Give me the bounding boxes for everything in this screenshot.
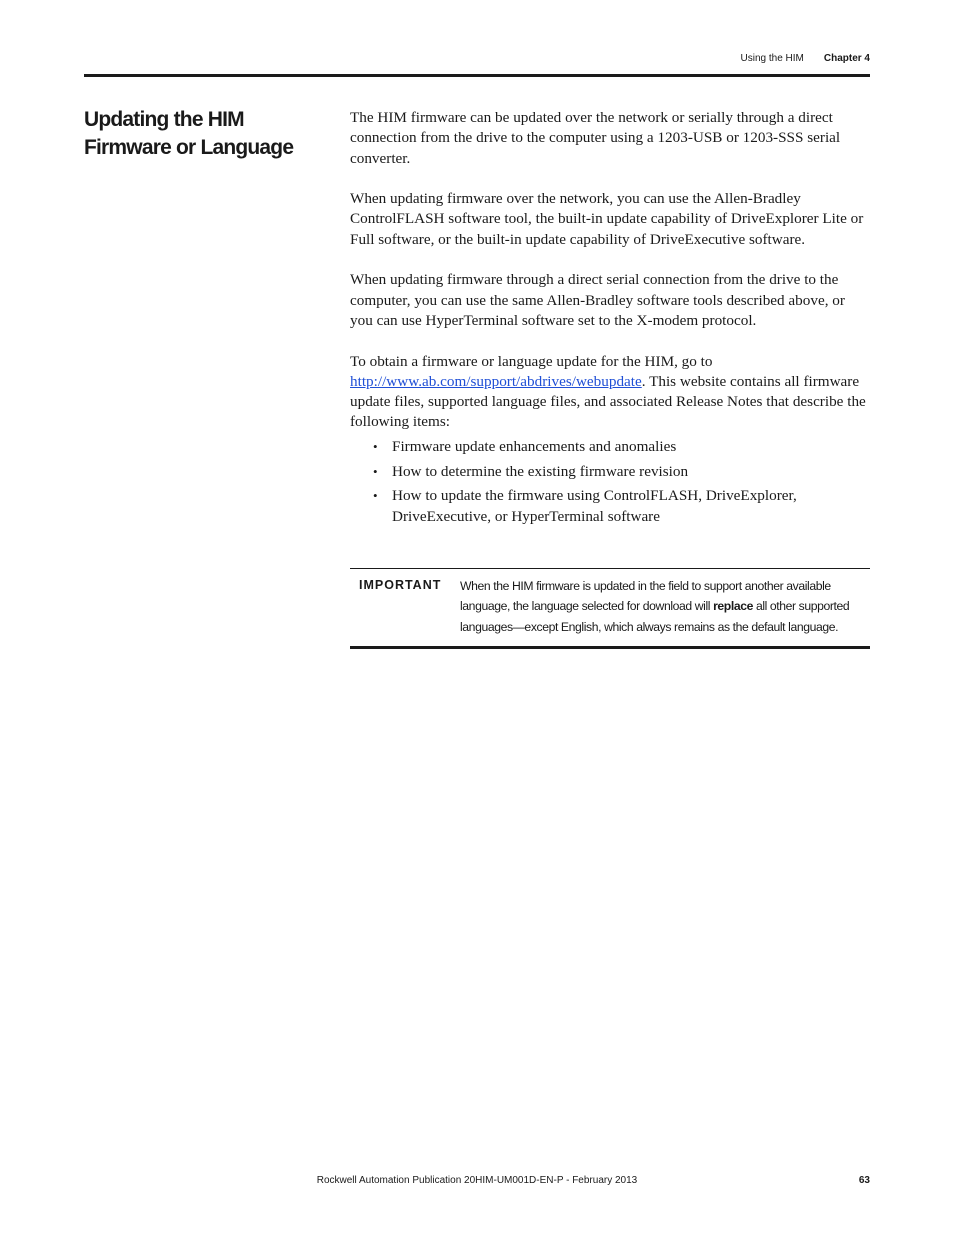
header-section: Using the HIM [740, 53, 804, 64]
list-item: • How to determine the existing firmware revision [392, 462, 870, 482]
paragraph-3: When updating firmware through a direct serial connection from the drive to the computer, you can use the same Allen-Bradley software tools described above, or you can use HyperTerminal software set to the X-modem protocol. [350, 271, 845, 329]
obtain-after: . This website contains all firmware update files, supported language files, and associated Release Notes that describe the following items: [350, 372, 866, 431]
important-text: When the HIM firmware is updated in the field to support another available language, the language selected for download will replace all other supported languages—except English, which always remains as the default language. [460, 579, 850, 634]
list-item: • Firmware update enhancements and anomalies [392, 437, 870, 457]
paragraph-1: The HIM firmware can be updated over the network or serially through a direct connection from the drive to the computer using a 1203-USB or 1203-SSS serial converter. [350, 109, 841, 167]
header-chapter: Chapter 4 [823, 53, 870, 64]
footer-publication: Rockwell Automation Publication 20HIM-UM001D-EN-P - February 2013 [316, 1175, 638, 1186]
important-box [350, 568, 870, 649]
bullet-icon: • [373, 438, 378, 454]
paragraph-4 [350, 352, 870, 433]
bullet-icon: • [373, 463, 378, 479]
header-rule [84, 74, 870, 77]
bullet-icon: • [373, 488, 378, 504]
webupdate-link[interactable]: http://www.ab.com/support/abdrives/webupdate [350, 372, 642, 390]
paragraph-2: When updating firmware over the network, you can use the Allen-Bradley ControlFLASH software tool, the built-in update capability of DriveExplorer Lite or Full software, or the built-in update capability of DriveExecutive software. [350, 190, 864, 248]
running-header [741, 53, 870, 64]
page-number: 63 [858, 1175, 870, 1186]
footer [84, 1175, 870, 1191]
list-item: • How to update the firmware using ControlFLASH, DriveExplorer, DriveExecutive, or HyperTerminal software [373, 487, 797, 525]
bullet-list [350, 437, 870, 527]
obtain-before: To obtain a firmware or language update for the HIM, go to [350, 352, 713, 370]
body-text [350, 108, 870, 531]
section-title: Updating the HIM Firmware or Language [84, 108, 294, 159]
important-label: IMPORTANT [359, 578, 442, 592]
important-emphasis: replace [713, 599, 753, 614]
